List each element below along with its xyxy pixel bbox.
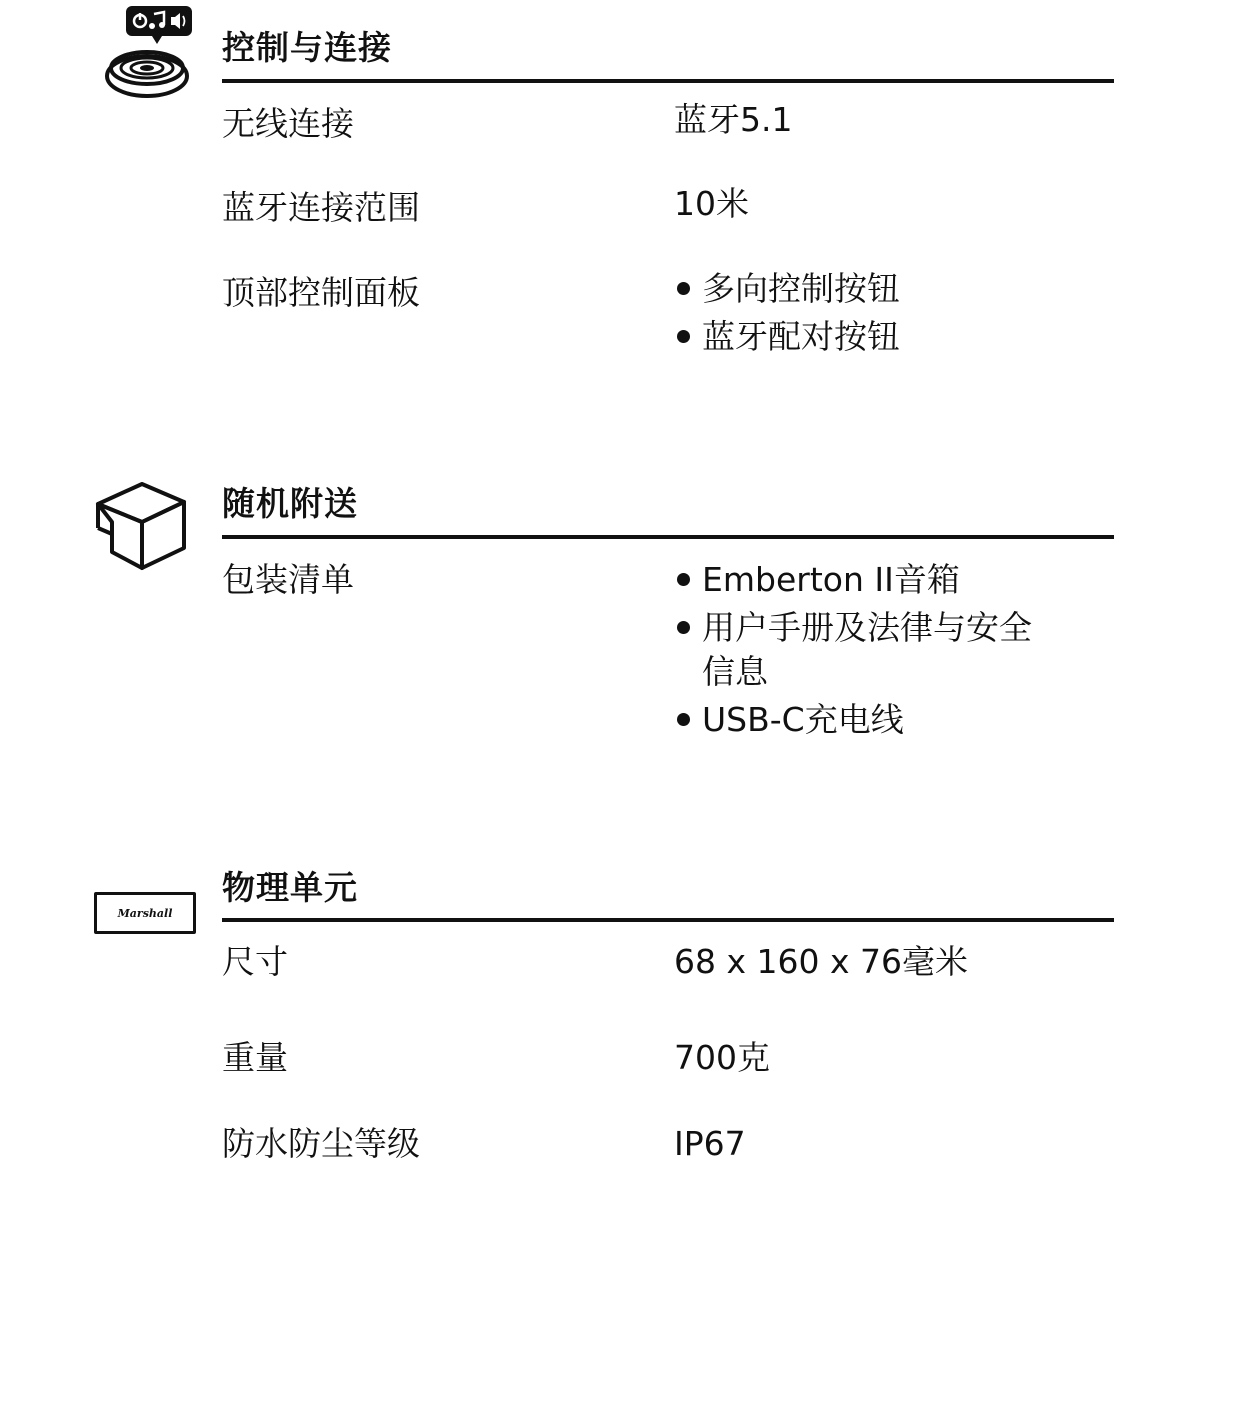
- section-title: 物理单元: [222, 868, 358, 907]
- list-item: 用户手册及法律与安全信息: [674, 606, 1062, 694]
- speaker-front-icon: [94, 892, 196, 934]
- section-divider: [222, 79, 1114, 83]
- section-title: 控制与连接: [222, 28, 392, 67]
- spec-value-list: [674, 267, 900, 359]
- list-item: 多向控制按钮: [674, 267, 900, 311]
- brand-logo: Marshall: [117, 906, 173, 920]
- spec-label: 无线连接: [222, 104, 354, 143]
- spec-value: 700克: [674, 1038, 770, 1077]
- spec-label: 蓝牙连接范围: [222, 188, 420, 227]
- spec-value: 10米: [674, 184, 749, 223]
- spec-value-list: [674, 558, 1062, 742]
- spec-label: 尺寸: [222, 942, 288, 981]
- spec-label: 包装清单: [222, 560, 354, 599]
- spec-label: 防水防尘等级: [222, 1124, 420, 1163]
- open-box-icon: [92, 482, 188, 576]
- list-item: 蓝牙配对按钮: [674, 315, 900, 359]
- spec-label: 顶部控制面板: [222, 273, 420, 312]
- speaker-controls-icon: [92, 4, 192, 108]
- spec-label: 重量: [222, 1038, 288, 1077]
- spec-value: IP67: [674, 1124, 746, 1163]
- section-divider: [222, 535, 1114, 539]
- section-title: 随机附送: [222, 484, 358, 523]
- spec-value: 蓝牙5.1: [674, 100, 793, 139]
- section-divider: [222, 918, 1114, 922]
- spec-value: 68 x 160 x 76毫米: [674, 942, 968, 981]
- list-item: USB-C充电线: [674, 698, 1062, 742]
- list-item: Emberton II音箱: [674, 558, 1062, 602]
